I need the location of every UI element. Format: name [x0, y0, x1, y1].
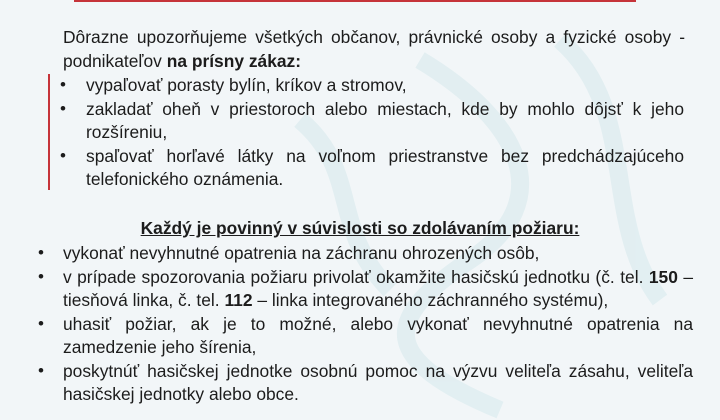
phone-number-112: 112: [224, 290, 253, 310]
bullet: •: [38, 243, 44, 262]
list-item: [38, 360, 693, 407]
phone-number-150: 150: [648, 266, 678, 287]
prohibited-item-3: spaľovať horľavé látky na voľnom priestranstve bez predchádzajúceho telefonického oznámenia.: [86, 145, 684, 189]
bullet: •: [38, 266, 44, 286]
duties-heading: Každý je povinný v súvislosti so zdolávaním požiaru:: [140, 218, 580, 238]
bullet: •: [60, 145, 66, 165]
bullet: •: [60, 98, 66, 118]
list-item: [38, 242, 693, 266]
prohibited-item-1: vypaľovať porasty bylín, kríkov a stromov,: [86, 75, 407, 95]
duty-item-2a: v prípade spozorovania požiaru privolať okamžite hasičskú jednotku (č. tel.: [63, 266, 644, 287]
duty-item-3: uhasiť požiar, ak je to možné, alebo vykonať nevyhnutné opatrenia na zamedzenie jeho šírenia,: [63, 313, 693, 357]
prohibited-list: [60, 74, 684, 192]
header-frame: [74, 0, 636, 2]
list-item: [60, 98, 684, 145]
intro-paragraph: [63, 26, 685, 73]
list-item: [38, 313, 693, 360]
intro-bold: na prísny zákaz:: [166, 50, 302, 71]
bullet: •: [60, 75, 66, 94]
bullet: •: [38, 313, 44, 333]
list-item: [60, 74, 684, 98]
left-accent-rule: [48, 74, 50, 190]
list-item: [60, 145, 684, 192]
duty-item-2b: – tiesňová linka, č. tel.: [63, 266, 693, 310]
bullet: •: [38, 360, 44, 380]
duty-item-4: poskytnúť hasičskej jednotke osobnú pomoc na výzvu veliteľa zásahu, veliteľa hasičskej jednotky alebo obce.: [63, 360, 693, 404]
duty-item-1: vykonať nevyhnutné opatrenia na záchranu ohrozených osôb,: [63, 243, 540, 263]
duties-list: [38, 242, 693, 407]
duty-item-2c: – linka integrovaného záchranného systému),: [257, 290, 609, 310]
intro-text: Dôrazne upozorňujeme všetkých občanov, právnické osoby a fyzické osoby - podnikateľov: [63, 27, 685, 71]
list-item: [38, 266, 693, 313]
prohibited-item-2: zakladať oheň v priestoroch alebo miestach, kde by mohlo dôjsť k jeho rozšíreniu,: [86, 98, 684, 142]
